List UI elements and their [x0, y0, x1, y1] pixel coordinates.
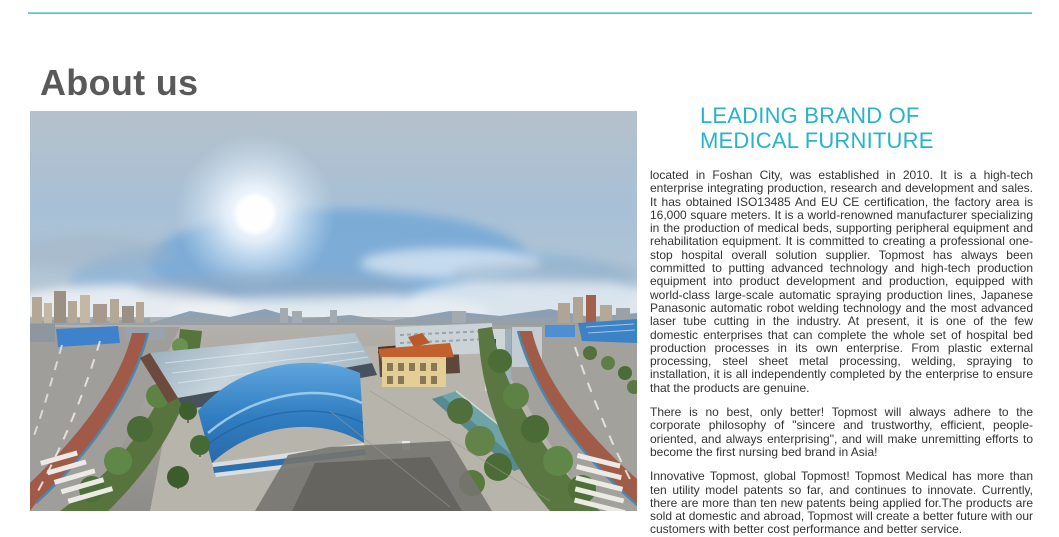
about-paragraph-3: Innovative Topmost, global Topmost! Topmost Medical has more than ten utility model patents so far, and continues to innovate. Currently, there are more than ten new patents being applied for.The products are sold at domestic and abroad, Topmost will create a better future with our customers with better cost performance and better service. — [650, 469, 1033, 537]
top-divider-line — [28, 12, 1032, 14]
factory-panorama-illustration — [30, 111, 637, 511]
about-text-column — [650, 103, 1033, 537]
about-paragraph-2: There is no best, only better! Topmost will always adhere to the corporate philosophy of "sincere and trustworthy, efficient, people-oriented, and always enterprising", and will make unremitting efforts to become the first nursing bed brand in Asia! — [650, 405, 1033, 459]
about-paragraph-1: located in Foshan City, was established in 2010. It is a high-tech enterprise integrating production, research and development and sales. It has obtained ISO13485 And EU CE certification, the factory area is 16,000 square meters. It is a world-renowned manufacturer specializing in the production of medical beds, supporting peripheral equipment and rehabilitation equipment. It is committed to creating a professional one-stop hospital overall solution supplier. Topmost has always been committed to putting advanced technology and high-tech production equipment into product development and production, equipped with world-class large-scale automatic spraying production lines, Japanese Panasonic automatic robot welding technology and the most advanced laser tube cutting in the industry. At present, it is one of the few domestic enterprises that can complete the whole set of hospital bed production processes in its own enterprise. From plastic external processing, steel sheet metal processing, welding, spraying to installation, it is all independently completed by the enterprise to ensure that the products are genuine. — [650, 168, 1033, 395]
lead-heading-line1: LEADING BRAND OF — [700, 103, 920, 128]
lead-heading-line2: MEDICAL FURNITURE — [700, 128, 934, 153]
about-body-copy — [650, 169, 1033, 537]
lead-heading — [700, 103, 1033, 153]
page-title: About us — [40, 62, 199, 104]
factory-panorama-photo — [30, 111, 637, 511]
